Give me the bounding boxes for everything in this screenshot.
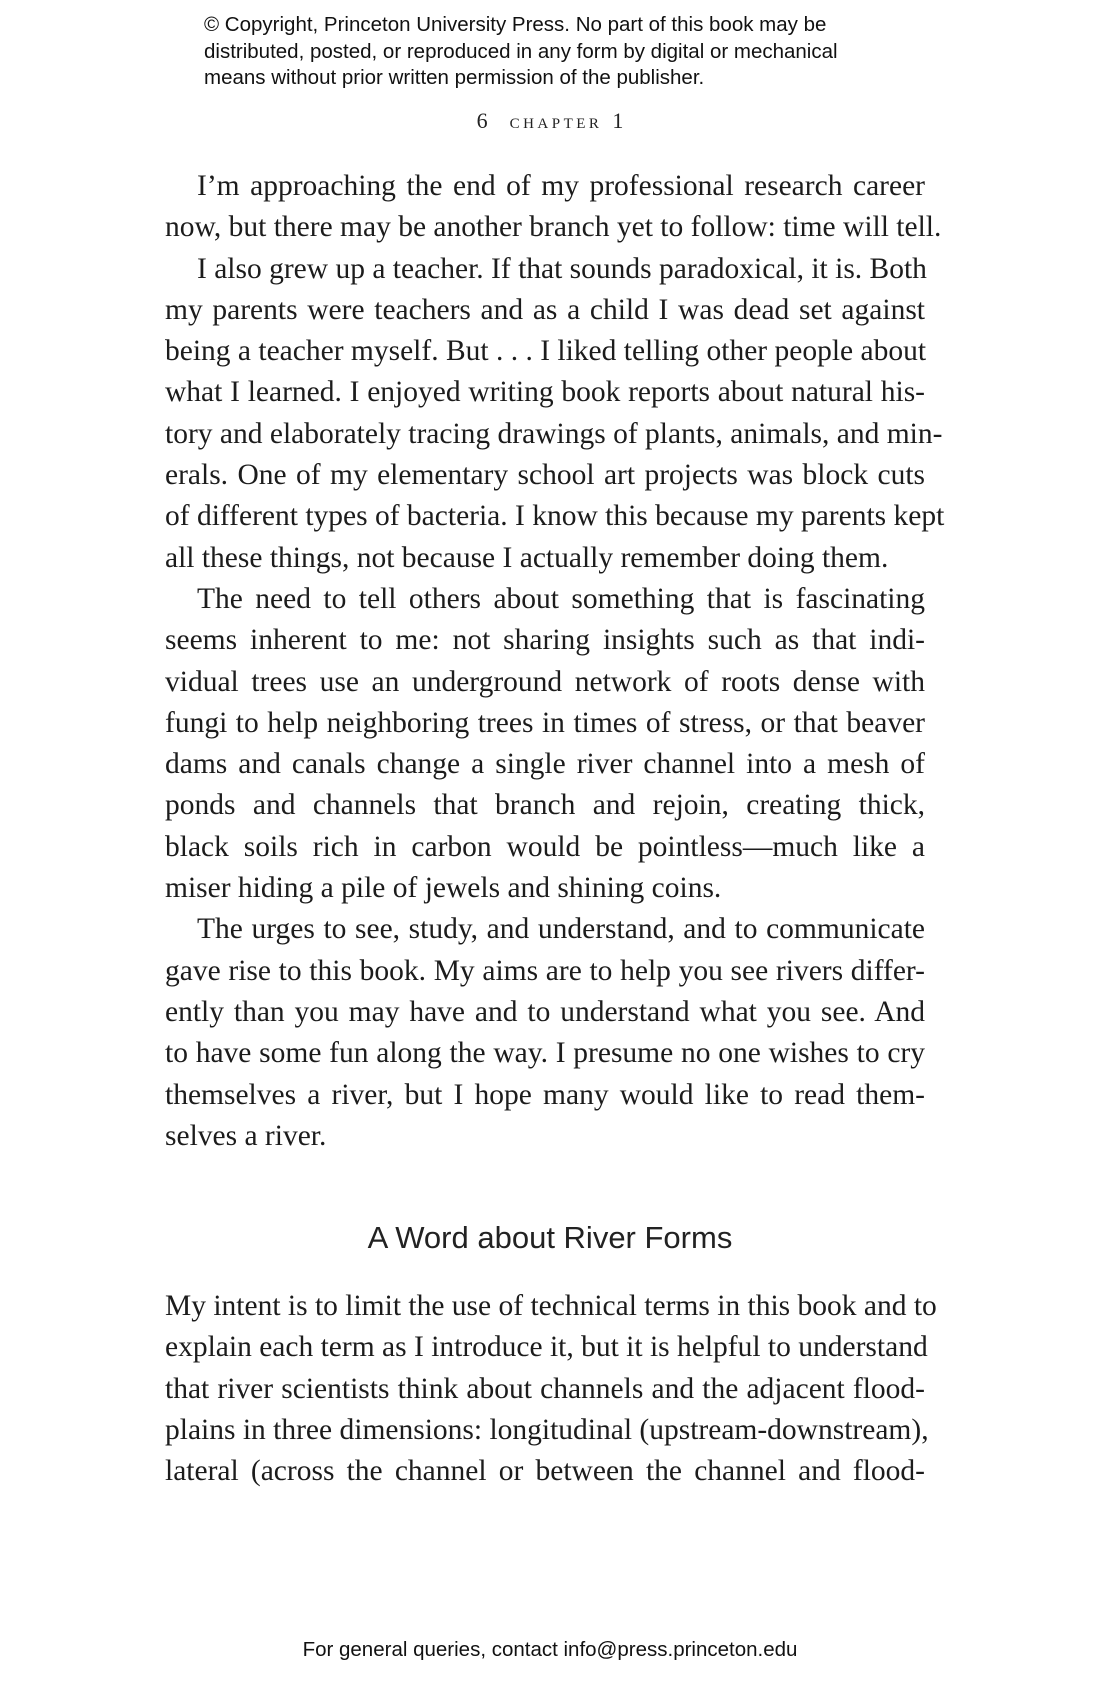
text-line: fungi to help neighboring trees in times of stress, or that beaver xyxy=(165,706,925,739)
text-line: ently than you may have and to understand what you see. And xyxy=(165,995,925,1028)
text-line: seems inherent to me: not sharing insights such as that indi- xyxy=(165,624,925,657)
text-line: My intent is to limit the use of technical terms in this book and to xyxy=(165,1290,937,1322)
body-text xyxy=(165,166,945,1157)
text-line: miser hiding a pile of jewels and shining coins. xyxy=(165,872,722,905)
text-line: my parents were teachers and as a child I was dead set against xyxy=(165,293,925,326)
text-line: themselves a river, but I hope many would like to read them- xyxy=(165,1078,925,1111)
copyright-notice xyxy=(204,12,924,92)
paragraph xyxy=(165,909,925,1157)
paragraph xyxy=(165,249,945,579)
text-line: The urges to see, study, and understand, and to communicate xyxy=(197,913,925,946)
paragraph xyxy=(165,1286,937,1492)
running-head xyxy=(0,108,1100,134)
text-line: plains in three dimensions: longitudinal (upstream-downstream), xyxy=(165,1413,929,1446)
text-line: what I learned. I enjoyed writing book reports about natural his- xyxy=(165,376,925,409)
text-line: black soils rich in carbon would be pointless—much like a xyxy=(165,830,925,863)
text-line: tory and elaborately tracing drawings of plants, animals, and min- xyxy=(165,417,943,450)
text-line: dams and canals change a single river channel into a mesh of xyxy=(165,748,925,781)
text-line: now, but there may be another branch yet to follow: time will tell. xyxy=(165,211,942,244)
copyright-line: distributed, posted, or reproduced in any form by digital or mechanical xyxy=(204,39,838,63)
text-line: gave rise to this book. My aims are to help you see rivers differ- xyxy=(165,954,925,987)
text-line: of different types of bacteria. I know this because my parents kept xyxy=(165,500,945,533)
text-line: I also grew up a teacher. If that sounds paradoxical, it is. Both xyxy=(197,252,927,285)
section-heading: A Word about River Forms xyxy=(367,1220,733,1255)
text-line: that river scientists think about channels and the adjacent flood- xyxy=(165,1372,925,1405)
text-line: ponds and channels that branch and rejoin, creating thick, xyxy=(165,789,925,822)
paragraph xyxy=(165,579,925,909)
text-line: I’m approaching the end of my professional research career xyxy=(197,170,925,202)
text-line: erals. One of my elementary school art projects was block cuts xyxy=(165,459,925,492)
text-line: The need to tell others about something that is fascinating xyxy=(197,582,925,615)
text-line: being a teacher myself. But . . . I liked telling other people about xyxy=(165,335,927,368)
text-line: explain each term as I introduce it, but it is helpful to understand xyxy=(165,1331,928,1364)
text-line: selves a river. xyxy=(165,1119,327,1152)
chapter-number: 1 xyxy=(612,108,624,133)
footer-contact: For general queries, contact info@press.princeton.edu xyxy=(302,1638,798,1661)
copyright-line: © Copyright, Princeton University Press. No part of this book may be xyxy=(204,13,827,36)
text-line: vidual trees use an underground network of roots dense with xyxy=(165,665,925,698)
paragraph xyxy=(165,166,942,249)
text-line: all these things, not because I actually remember doing them. xyxy=(165,541,889,574)
text-line: lateral (across the channel or between the channel and flood- xyxy=(165,1455,925,1488)
chapter-label: chapter xyxy=(509,109,603,133)
section-body-text xyxy=(165,1286,937,1492)
copyright-line: means without prior written permission of the publisher. xyxy=(204,66,705,89)
text-line: to have some fun along the way. I presume no one wishes to cry xyxy=(165,1037,925,1070)
page-number: 6 xyxy=(476,108,488,133)
